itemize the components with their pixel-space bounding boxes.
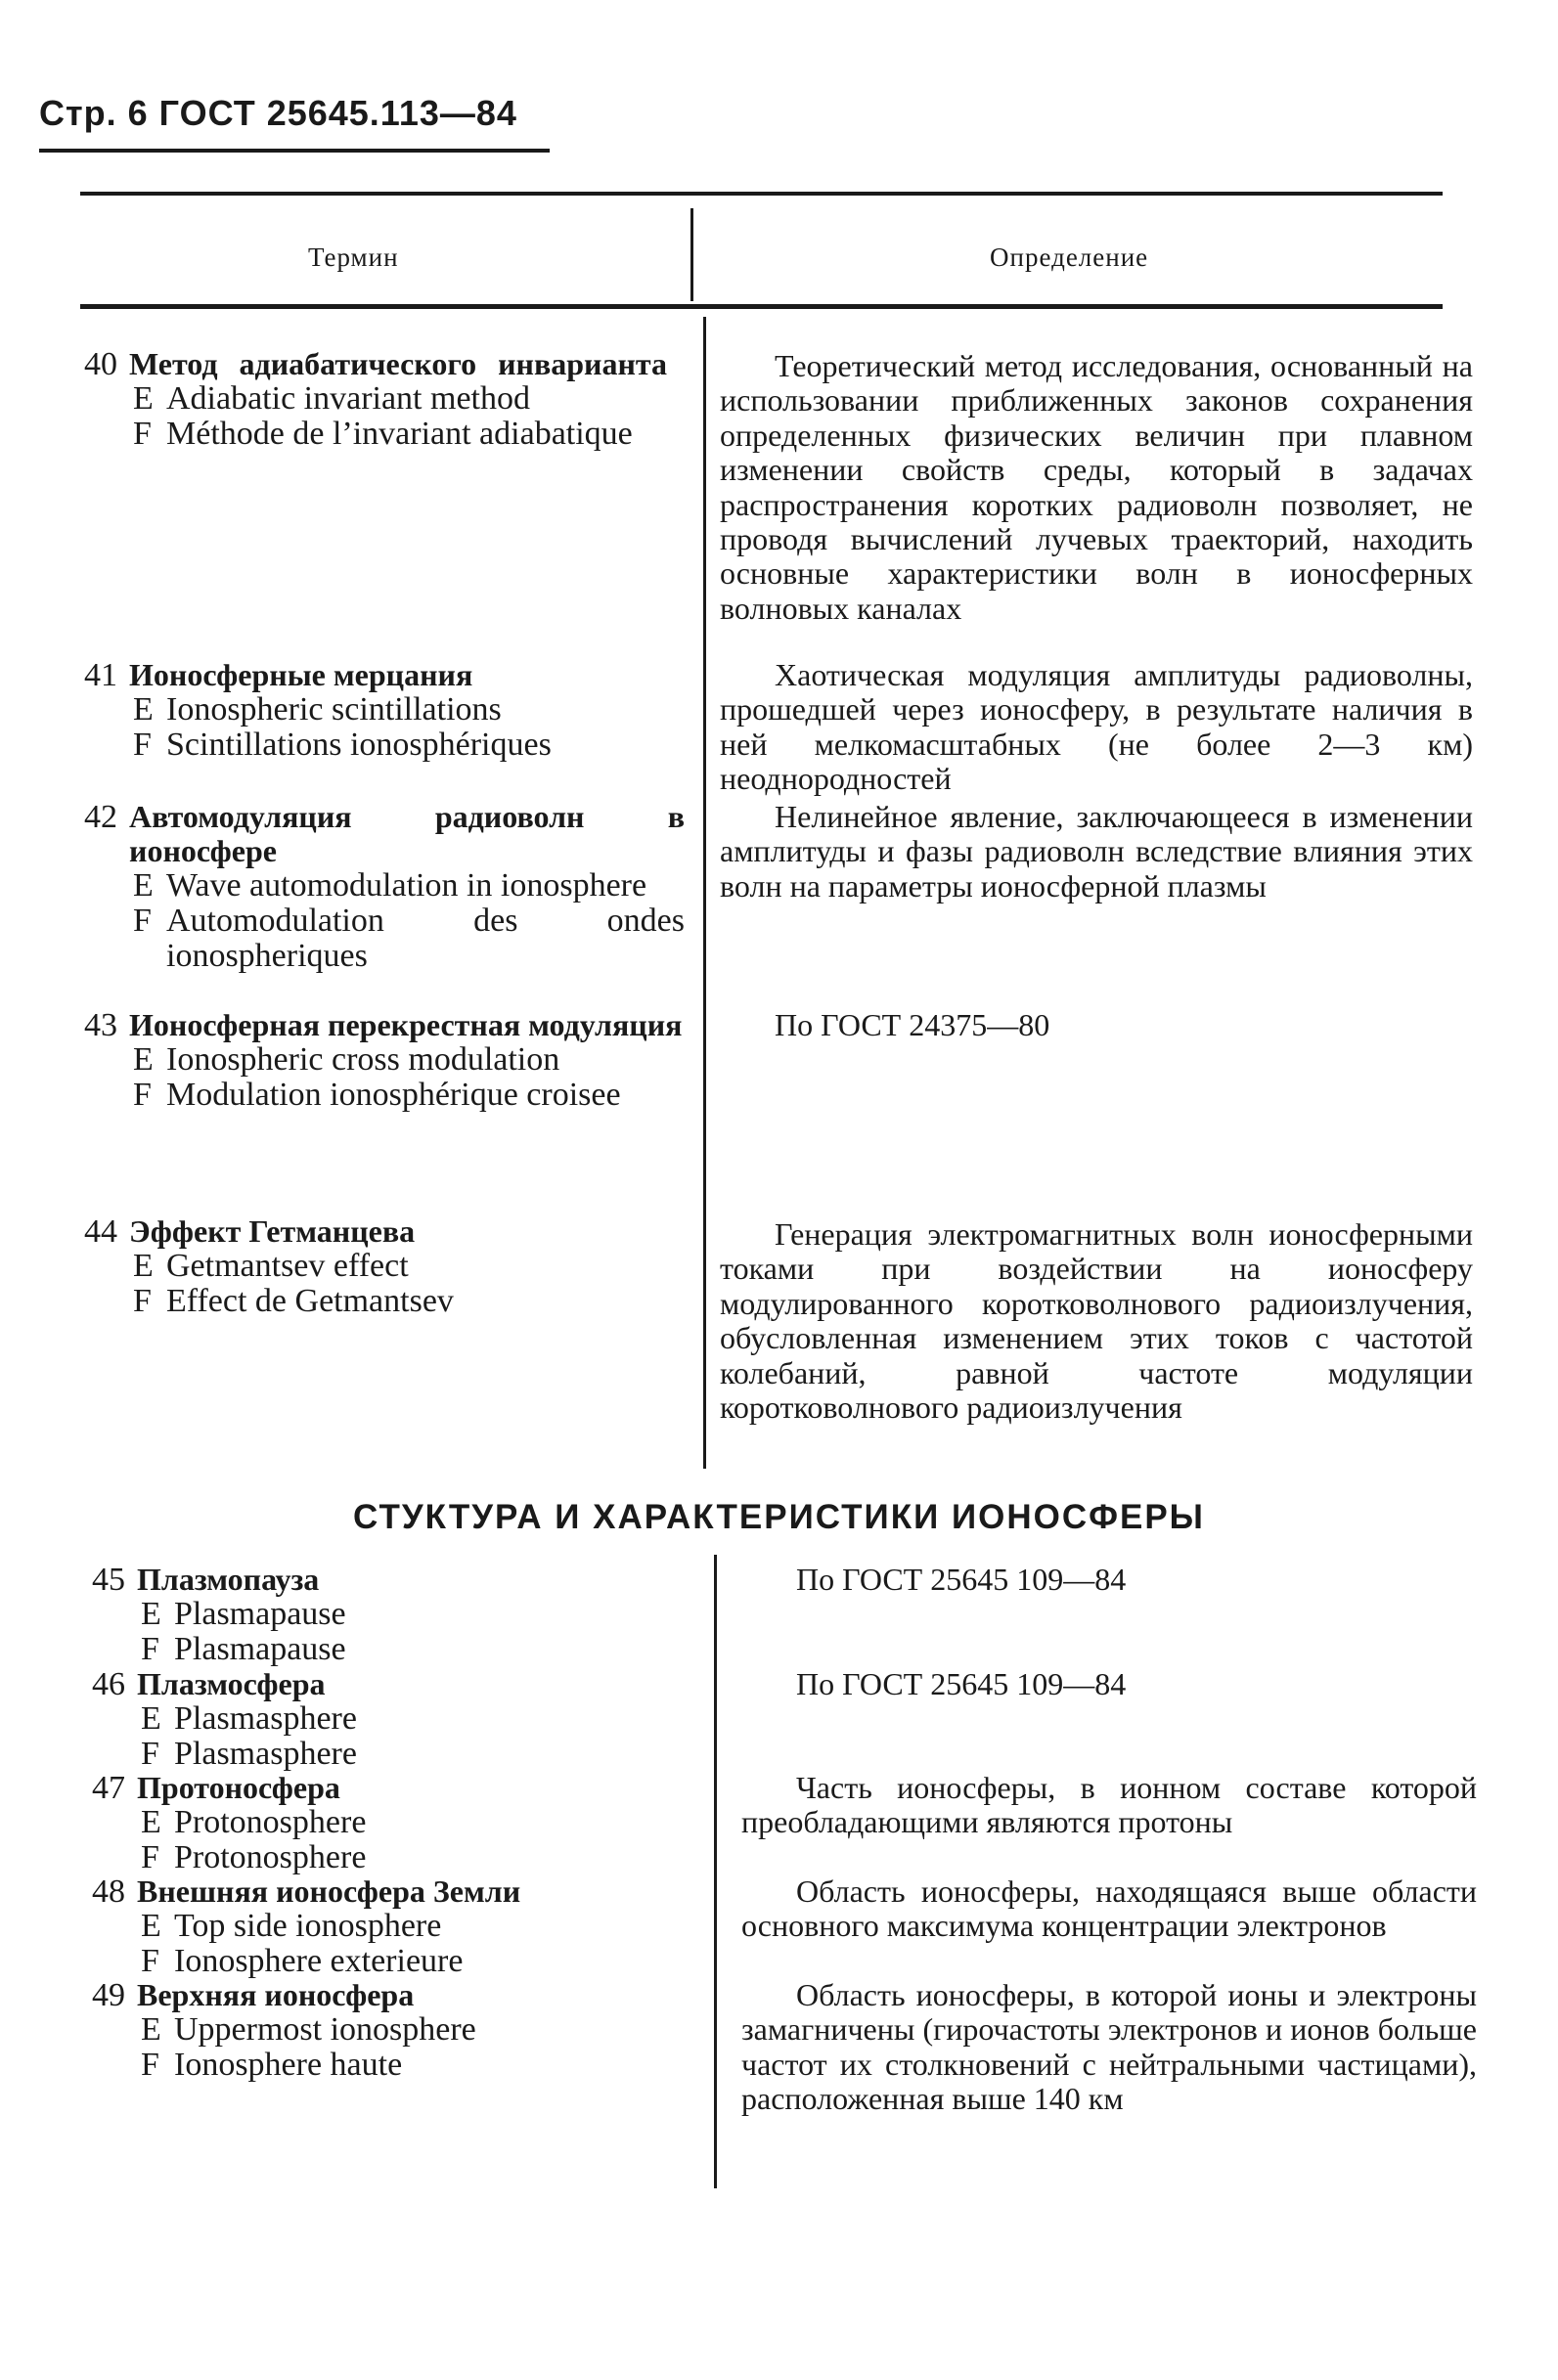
definition-text: Нелинейное явление, заключающееся в изменении амплитуды и фазы радиоволн вследствие влияния этих волн на параметры ионосферной плазмы: [720, 799, 1473, 904]
term-number: 48: [92, 1873, 125, 1910]
term-russian: Автомодуляция радиоволн в ионосфере: [129, 799, 685, 868]
definition-text: Область ионосферы, находящаяся выше области основного максимума концентрации электронов: [741, 1873, 1477, 1944]
term-english: Plasmapause: [174, 1596, 346, 1632]
term-russian: Плазмосфера: [137, 1666, 326, 1701]
term-entry-40: [59, 347, 685, 452]
term-french: Plasmasphere: [174, 1736, 357, 1772]
term-russian: Ионосферная перекрестная модуляция: [129, 1007, 683, 1042]
table-top-rule: [80, 192, 1443, 196]
definition-text: Генерация электромагнитных волн ионосферными токами при воздействии на ионосферу модулированного коротковолнового радиоизлучения, обусловленная изменением этих токов с частотой колебаний, равной частоте модуляции коротковолнового радиоизлучения: [720, 1216, 1473, 1426]
term-french: Automodulation des ondes ionospheriques: [166, 903, 685, 974]
term-entry-42: [59, 800, 685, 974]
term-english: Plasmasphere: [174, 1700, 357, 1737]
term-english-line: E Top side ionosphere: [141, 1908, 442, 1944]
definition-44: [720, 1217, 1473, 1425]
term-french: Ionosphere exterieure: [174, 1943, 464, 1979]
term-english: Ionospheric scintillations: [166, 691, 502, 727]
definition-text: Хаотическая модуляция амплитуды радиоволны, прошедшей через ионосферу, в результате наличия в ней мелкомасштабных (не более 2—3 км) неоднородностей: [720, 657, 1473, 797]
term-french: Effect de Getmantsev: [166, 1283, 454, 1319]
section2-column-divider: [714, 1555, 717, 2188]
term-english-line: E Plasmasphere: [141, 1700, 357, 1737]
term-french-line: F Plasmapause: [141, 1631, 346, 1667]
term-entry-49: [67, 1978, 692, 2083]
definition-48: [741, 1874, 1477, 1944]
term-russian: Эффект Гетманцева: [129, 1213, 416, 1249]
term-number: 45: [92, 1562, 125, 1598]
term-number: 40: [84, 346, 117, 382]
term-french: Scintillations ionosphériques: [166, 727, 552, 763]
term-english: Top side ionosphere: [174, 1908, 442, 1944]
column-header-definition: Определение: [990, 242, 1149, 272]
definition-47: [741, 1771, 1477, 1840]
page-label: Стр. 6: [39, 93, 149, 133]
term-entry-41: [59, 658, 685, 763]
header-column-divider: [690, 208, 693, 301]
standard-number: ГОСТ 25645.113—84: [158, 93, 517, 133]
term-french: Méthode de l’invariant adiabatique: [166, 416, 633, 452]
term-english-line: E Adiabatic invariant method: [133, 380, 530, 417]
definition-45: [741, 1563, 1477, 1597]
term-english-line: E Protonosphere: [141, 1804, 367, 1840]
section1-column-divider: [703, 317, 706, 1469]
term-french: Plasmapause: [174, 1631, 346, 1667]
term-english-line: E Getmantsev effect: [133, 1248, 409, 1284]
term-french: Modulation ionosphérique croisee: [166, 1077, 621, 1113]
term-french-line: F Ionosphere exterieure: [141, 1943, 464, 1979]
term-russian: Протоносфера: [137, 1770, 340, 1805]
definition-41: [720, 658, 1473, 797]
term-number: 47: [92, 1770, 125, 1806]
term-english-line: E Ionospheric scintillations: [133, 691, 502, 727]
term-russian: Верхняя ионосфера: [137, 1977, 415, 2012]
section-title: СТУКТУРА И ХАРАКТЕРИСТИКИ ИОНОСФЕРЫ: [353, 1498, 1205, 1536]
term-french-line: F Automodulation des ondes ionospheriques: [133, 903, 685, 974]
term-russian: Ионосферные мерцания: [129, 657, 473, 692]
term-french-line: F Méthode de l’invariant adiabatique: [133, 416, 633, 452]
term-english: Getmantsev effect: [166, 1248, 409, 1284]
term-entry-44: [59, 1214, 685, 1319]
definition-text: Часть ионосферы, в ионном составе которой преобладающими являются протоны: [741, 1770, 1477, 1840]
table-header-rule: [80, 304, 1443, 309]
term-entry-46: [67, 1667, 692, 1772]
definition-49: [741, 1978, 1477, 2117]
column-header-term: Термин: [308, 242, 399, 272]
term-english: Wave automodulation in ionosphere: [166, 867, 647, 904]
term-french-line: F Effect de Getmantsev: [133, 1283, 454, 1319]
term-number: 46: [92, 1666, 125, 1702]
definition-text: Область ионосферы, в которой ионы и электроны замагничены (гирочастоты электронов и ионов больше частот их столкновений с нейтральными частицами), расположенная выше 140 км: [741, 1977, 1477, 2117]
term-french-line: F Protonosphere: [141, 1839, 367, 1875]
definition-text: Теоретический метод исследования, основанный на использовании приближенных законов сохранения определенных физических величин при плавном изменении свойств среды, который в задачах распространения коротких радиоволн позволяет, не проводя вычислений лучевых траекторий, находить основные характеристики волн в ионосферных волновых каналах: [720, 348, 1473, 626]
term-entry-43: [59, 1008, 685, 1113]
term-number: 43: [84, 1007, 117, 1043]
term-russian: Внешняя ионосфера Земли: [137, 1873, 521, 1909]
term-english-line: E Wave automodulation in ionosphere: [133, 867, 647, 904]
term-number: 42: [84, 799, 117, 835]
term-entry-45: [67, 1563, 692, 1667]
term-number: 41: [84, 657, 117, 693]
term-english: Ionospheric cross modulation: [166, 1041, 560, 1078]
term-entry-48: [67, 1874, 692, 1979]
header-rule: [39, 149, 550, 153]
term-entry-47: [67, 1771, 692, 1875]
term-english: Protonosphere: [174, 1804, 367, 1840]
definition-text: По ГОСТ 24375—80: [775, 1007, 1050, 1042]
term-french-line: F Plasmasphere: [141, 1736, 357, 1772]
definition-43: [720, 1008, 1473, 1042]
definition-40: [720, 349, 1473, 626]
term-french-line: F Ionosphere haute: [141, 2047, 403, 2083]
term-french: Ionosphere haute: [174, 2047, 403, 2083]
term-number: 49: [92, 1977, 125, 2013]
term-french-line: F Modulation ionosphérique croisee: [133, 1077, 621, 1113]
term-russian: Плазмопауза: [137, 1562, 320, 1597]
definition-42: [720, 800, 1473, 904]
term-english-line: E Plasmapause: [141, 1596, 346, 1632]
term-french-line: F Scintillations ionosphériques: [133, 727, 552, 763]
term-english: Uppermost ionosphere: [174, 2011, 476, 2048]
definition-text: По ГОСТ 25645 109—84: [796, 1666, 1127, 1701]
term-english: Adiabatic invariant method: [166, 380, 530, 417]
term-english-line: E Ionospheric cross modulation: [133, 1041, 560, 1078]
term-english-line: E Uppermost ionosphere: [141, 2011, 476, 2048]
page-header: [39, 93, 517, 134]
term-russian: Метод адиабатического инварианта: [129, 346, 668, 381]
term-number: 44: [84, 1213, 117, 1250]
definition-46: [741, 1667, 1477, 1701]
term-french: Protonosphere: [174, 1839, 367, 1875]
definition-text: По ГОСТ 25645 109—84: [796, 1562, 1127, 1597]
